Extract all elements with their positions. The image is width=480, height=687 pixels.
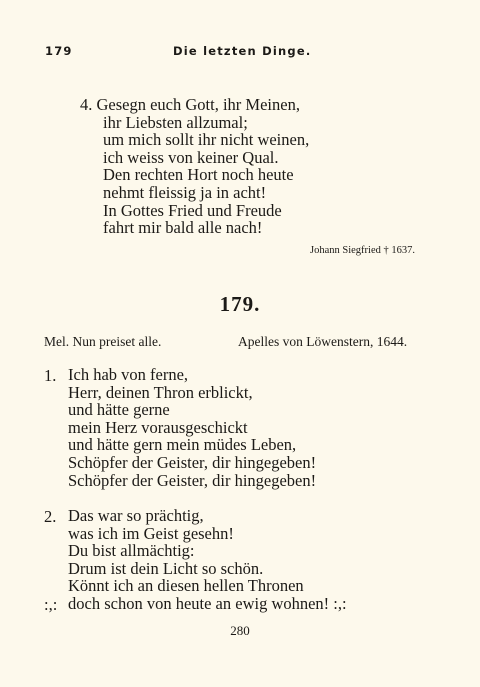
repeat-sign: :,: <box>44 595 58 614</box>
verse-line: doch schon von heute an ewig wohnen! :,: <box>68 593 347 613</box>
verse-line: nehmt fleissig ja in acht! <box>103 182 267 202</box>
melody-line: Mel. Nun preiset alle. <box>44 334 162 349</box>
hymn-verse-1 <box>68 366 316 489</box>
verse-line: um mich sollt ihr nicht weinen, <box>103 130 310 150</box>
verse-line: Könnt ich an diesen hellen Thronen <box>68 576 304 596</box>
verse-line: Drum ist dein Licht so schön. <box>68 558 264 578</box>
verse-number: 1. <box>44 366 57 385</box>
verse-line: ihr Liebsten allzumal; <box>103 112 248 132</box>
verse-line: ich weiss von keiner Qual. <box>103 147 279 167</box>
header-page-number: 179 <box>45 44 73 58</box>
verse-line: In Gottes Fried und Freude <box>103 200 282 220</box>
verse-line: 4. Gesegn euch Gott, ihr Meinen, <box>80 95 300 114</box>
page-folio: 280 <box>230 623 250 638</box>
running-title: Die letzten Dinge. <box>173 44 312 58</box>
verse-line: Das war so prächtig, <box>68 506 204 525</box>
verse-line: Schöpfer der Geister, dir hingegeben! <box>68 470 317 490</box>
hymn-verse-2 <box>68 507 347 613</box>
verse-number: 4. <box>80 95 93 114</box>
verse-line: Schöpfer der Geister, dir hingegeben! <box>68 452 317 472</box>
verse-line: Du bist allmächtig: <box>68 541 195 561</box>
prev-hymn-verse-4 <box>80 96 309 237</box>
verse-line: und hätte gerne <box>68 400 170 420</box>
verse-number: 2. <box>44 507 57 526</box>
verse-line: mein Herz vorausgeschickt <box>68 417 248 437</box>
verse-line: Herr, deinen Thron erblickt, <box>68 382 253 402</box>
verse-line: Den rechten Hort noch heute <box>103 165 294 185</box>
verse-line: was ich im Geist gesehn! <box>68 523 234 543</box>
prev-hymn-attribution: Johann Siegfried † 1637. <box>310 245 415 256</box>
hymn-author: Apelles von Löwenstern, 1644. <box>238 334 408 349</box>
verse-line: fahrt mir bald alle nach! <box>103 218 263 238</box>
verse-line: Ich hab von ferne, <box>68 365 189 384</box>
verse-line: und hätte gern mein müdes Leben, <box>68 435 297 455</box>
hymn-number: 179. <box>219 292 261 316</box>
